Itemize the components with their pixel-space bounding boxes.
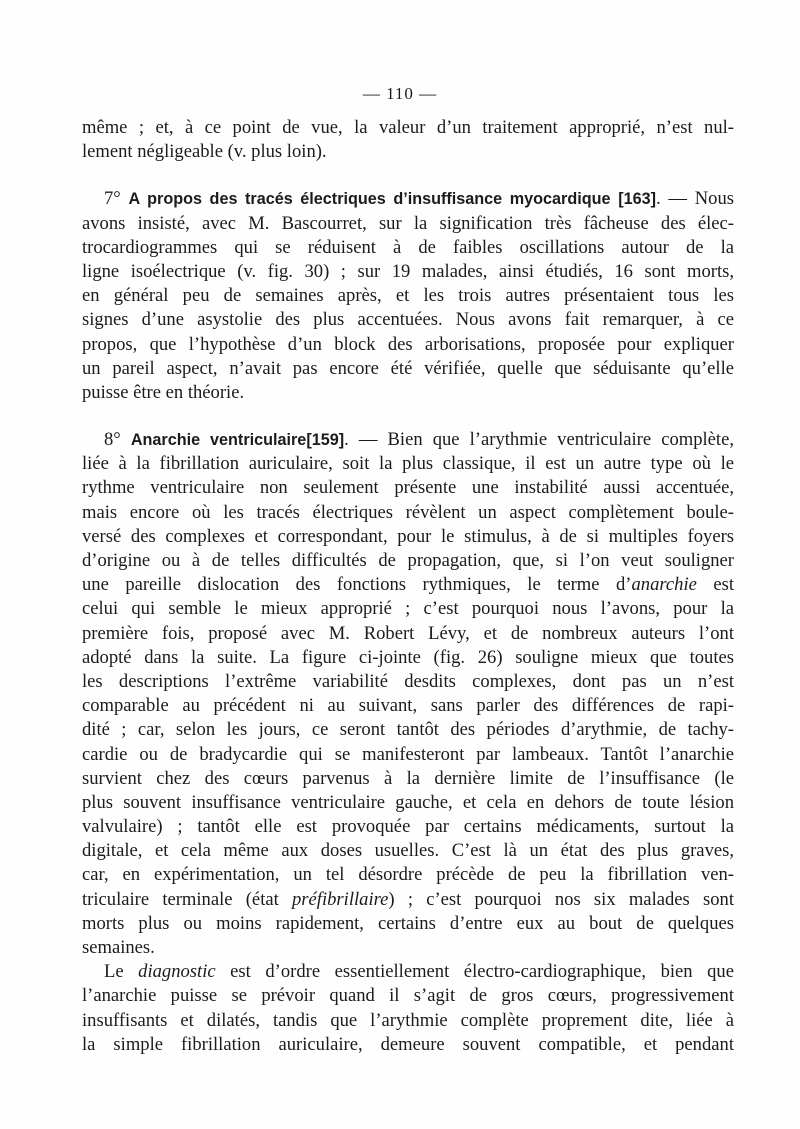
text-line: d’origine ou à de telles difficultés de propagation, que, si l’on veut souligner: [82, 550, 734, 571]
section-7-heading-line: [82, 187, 734, 211]
text-line: les descriptions l’extrême variabilité desdits complexes, dont pas un n’est: [82, 670, 734, 692]
text-line: un pareil aspect, n’avait pas encore été vérifiée, quelle que séduisante qu’elle: [82, 357, 734, 379]
section-7-title: A propos des tracés électriques d’insuffisance myocardique: [128, 190, 611, 209]
text-line: mais encore où les tracés électriques révèlent un aspect complètement boule-: [82, 501, 734, 523]
emphasis-diagnostic: diagnostic: [138, 961, 216, 983]
text-line: liée à la fibrillation auriculaire, soit la plus classique, il est un autre type où le: [82, 453, 734, 475]
text-segment: est: [696, 574, 734, 596]
text-line: rythme ventriculaire non seulement présente une instabilité aussi accentuée,: [82, 477, 734, 499]
text-line: adopté dans la suite. La figure ci-jointe (fig. 26) souligne mieux que toutes: [82, 646, 734, 668]
text-line: plus souvent insuffisance ventriculaire gauche, et cela en dehors de toute lésion: [82, 791, 734, 813]
text-line: car, en expérimentation, un tel désordre précède de peu la fibrillation ven-: [82, 864, 734, 886]
text-line: morts plus ou moins rapidement, certains d’entre eux au bout de quelques: [82, 912, 734, 934]
text-line: comparable au précédent ni au suivant, sans parler des différences de rapi-: [82, 695, 734, 717]
text-line: propos, que l’hypothèse d’un block des arborisations, proposée pour expliquer: [82, 333, 734, 355]
emphasis-anarchie: anarchie: [631, 574, 697, 596]
text-line: l’anarchie puisse se prévoir quand il s’agit de gros cœurs, progressivement: [82, 985, 734, 1007]
text-line: dité ; car, selon les jours, ce seront tantôt des périodes d’arythmie, de tachy-: [82, 719, 734, 741]
section-8-title: Anarchie ventriculaire: [130, 431, 307, 450]
text-line: digitale, et cela même aux doses usuelles. C’est là un état des plus graves,: [82, 840, 734, 862]
text-line: même ; et, à ce point de vue, la valeur d’un traitement approprié, n’est nul-: [82, 117, 734, 138]
page-number: — 110 —: [362, 84, 438, 103]
section-7-ref: [163]: [618, 190, 657, 209]
text-line: versé des complexes et correspondant, pour le stimulus, à de si multiples foyers: [82, 525, 734, 547]
section-8-number: 8°: [104, 429, 121, 451]
text-line: insuffisants et dilatés, tandis que l’arythmie complète proprement dite, liée à: [82, 1009, 734, 1031]
emphasis-prefibrillaire: préfibrillaire: [292, 888, 389, 910]
section-8-line1-rest: . — Bien que l’arythmie ventriculaire complète,: [344, 429, 734, 451]
text-line: trocardiogrammes qui se réduisent à de faibles oscillations autour de la: [82, 236, 734, 258]
text-line: valvulaire) ; tantôt elle est provoquée par certains médicaments, surtout la: [82, 816, 734, 838]
section-7-number: 7°: [104, 188, 121, 210]
text-line: puisse être en théorie.: [82, 381, 245, 403]
section-8-heading-line: [82, 428, 734, 452]
text-line: première fois, proposé avec M. Robert Lévy, et de nombreux auteurs l’ont: [82, 622, 734, 644]
paragraph-gap: [82, 164, 734, 187]
diagnostic-first-line: [82, 960, 734, 984]
section-8-ref: [159]: [306, 431, 345, 450]
text-line: ligne isoélectrique (v. fig. 30) ; sur 19 malades, ainsi étudiés, 16 sont morts,: [82, 260, 734, 282]
text-line: celui qui semble le mieux approprié ; c’est pourquoi nous l’avons, pour la: [82, 598, 734, 620]
text-line: cardie ou de bradycardie qui se manifesteront par lambeaux. Tantôt l’anarchie: [82, 743, 734, 765]
text-line: signes d’une asystolie des plus accentuées. Nous avons fait remarquer, à ce: [82, 309, 734, 331]
section-7-line1-rest: . — Nous: [656, 188, 735, 210]
text-line: survient chez des cœurs parvenus à la dernière limite de l’insuffisance (le: [82, 767, 734, 789]
text-line-prefibrillaire: [82, 888, 734, 912]
text-line-anarchie: [82, 573, 734, 597]
text-line: la simple fibrillation auriculaire, demeure souvent compatible, et pendant: [82, 1033, 734, 1055]
text-line: lement négligeable (v. plus loin).: [82, 141, 327, 163]
text-line: en général peu de semaines après, et les trois autres présentaient tous les: [82, 285, 734, 307]
text-segment: est d’ordre essentiellement électro-cardiographique, bien que: [215, 961, 734, 983]
text-line: semaines.: [82, 937, 155, 958]
text-segment: une pareille dislocation des fonctions rythmiques, le terme d’: [82, 574, 632, 596]
body-text: [82, 116, 734, 1057]
text-segment: Le: [104, 961, 139, 983]
text-line: avons insisté, avec M. Bascourret, sur la signification très fâcheuse des élec-: [82, 212, 734, 234]
text-segment: ) ; c’est pourquoi nos six malades sont: [388, 888, 734, 910]
text-segment: triculaire terminale (état: [82, 888, 292, 910]
paragraph-gap: [82, 405, 734, 428]
